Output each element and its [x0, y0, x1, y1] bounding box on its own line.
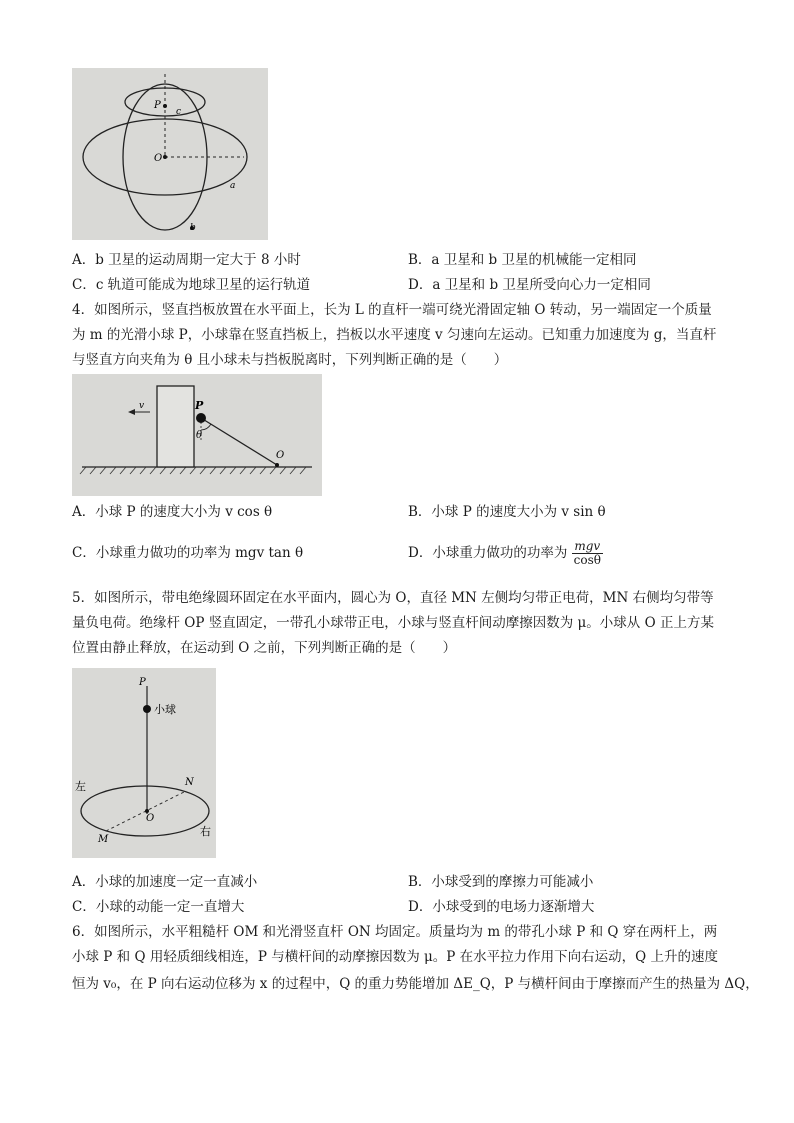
q3-option-a[interactable]: A．b 卫星的运动周期一定大于 8 小时	[72, 252, 301, 268]
rod	[201, 418, 277, 465]
q5-option-c[interactable]: C．小球的动能一定一直增大	[72, 899, 245, 915]
q4-option-c[interactable]: C．小球重力做功的功率为 mgv tan θ	[72, 545, 304, 561]
center-dot	[163, 155, 167, 159]
label-O: O	[276, 450, 285, 461]
q5-stem-line-1: 5．如图所示，带电绝缘圆环固定在水平面内，圆心为 O，直径 MN 左侧均匀带正电荷，MN 右侧均匀带等	[72, 590, 714, 606]
ground-hatching	[80, 467, 306, 474]
label-right: 右	[200, 825, 211, 838]
q3-option-c[interactable]: C．c 轨道可能成为地球卫星的运行轨道	[72, 277, 311, 293]
ball-P	[196, 413, 206, 423]
label-P: P	[139, 677, 146, 688]
label-v: v	[139, 401, 145, 411]
figure-charged-ring	[72, 668, 216, 858]
fraction-denominator: cosθ	[573, 553, 601, 567]
q4-stem-line-2: 为 m 的光滑小球 P，小球靠在竖直挡板上，挡板以水平速度 v 匀速向左运动。已知重力加速度为 g，当直杆	[72, 327, 717, 343]
velocity-arrowhead	[128, 409, 135, 415]
ball	[143, 705, 151, 713]
q5-option-b[interactable]: B．小球受到的摩擦力可能减小	[408, 874, 594, 890]
q4-option-d-prefix: D．小球重力做功的功率为	[408, 545, 568, 561]
q6-stem-line-1: 6．如图所示，水平粗糙杆 OM 和光滑竖直杆 ON 均固定。质量均为 m 的带孔小球 P 和 Q 穿在两杆上，两	[72, 924, 718, 940]
q4-stem-line-1: 4．如图所示，竖直挡板放置在水平面上，长为 L 的直杆一端可绕光滑固定轴 O 转动，另一端固定一个质量	[72, 302, 712, 318]
diameter-MN	[106, 792, 184, 831]
q3-option-d[interactable]: D．a 卫星和 b 卫星所受向心力一定相同	[408, 277, 651, 293]
label-P: P	[195, 399, 204, 412]
label-b: b	[190, 223, 196, 233]
q4-stem-line-3: 与竖直方向夹角为 θ 且小球未与挡板脱离时，下列判断正确的是（ ）	[72, 352, 508, 368]
q4-option-a[interactable]: A．小球 P 的速度大小为 v cos θ	[72, 504, 273, 520]
q4-option-d-fraction	[572, 540, 603, 567]
q5-option-d[interactable]: D．小球受到的电场力逐渐增大	[408, 899, 595, 915]
label-a: a	[230, 181, 236, 191]
angle-arc	[201, 424, 211, 430]
label-M: M	[98, 834, 109, 845]
q4-option-d[interactable]	[408, 537, 603, 569]
q5-stem-line-3: 位置由静止释放，在运动到 O 之前，下列判断正确的是（ ）	[72, 640, 457, 656]
label-O: O	[146, 813, 155, 824]
label-O: O	[154, 153, 163, 164]
q4-option-b[interactable]: B．小球 P 的速度大小为 v sin θ	[408, 504, 606, 520]
label-P: P	[154, 100, 161, 111]
vertical-board	[157, 386, 194, 467]
label-theta: θ	[196, 430, 203, 441]
label-ball: 小球	[154, 703, 176, 716]
q6-stem-line-2: 小球 P 和 Q 用轻质细线相连，P 与横杆间的动摩擦因数为 μ。P 在水平拉力作用下向右运动，Q 上升的速度	[72, 949, 718, 965]
label-left: 左	[75, 780, 86, 793]
q3-option-b[interactable]: B．a 卫星和 b 卫星的机械能一定相同	[408, 252, 637, 268]
label-c: c	[176, 107, 182, 117]
q5-option-a[interactable]: A．小球的加速度一定一直减小	[72, 874, 258, 890]
q5-stem-line-2: 量负电荷。绝缘杆 OP 竖直固定，一带孔小球带正电，小球与竖直杆间动摩擦因数为 μ。小球从 O 正上方某	[72, 615, 714, 631]
figure-satellite-orbits	[72, 68, 268, 240]
q6-stem-line-3: 恒为 v₀，在 P 向右运动位移为 x 的过程中，Q 的重力势能增加 ΔE_Q，P 与横杆间由于摩擦而产生的热量为 ΔQ，	[72, 976, 759, 992]
figure-rod-ball-block	[72, 374, 322, 496]
pivot-O	[275, 463, 279, 467]
point-P	[163, 104, 167, 108]
fraction-numerator: mgv	[572, 540, 603, 554]
label-N: N	[185, 777, 194, 788]
